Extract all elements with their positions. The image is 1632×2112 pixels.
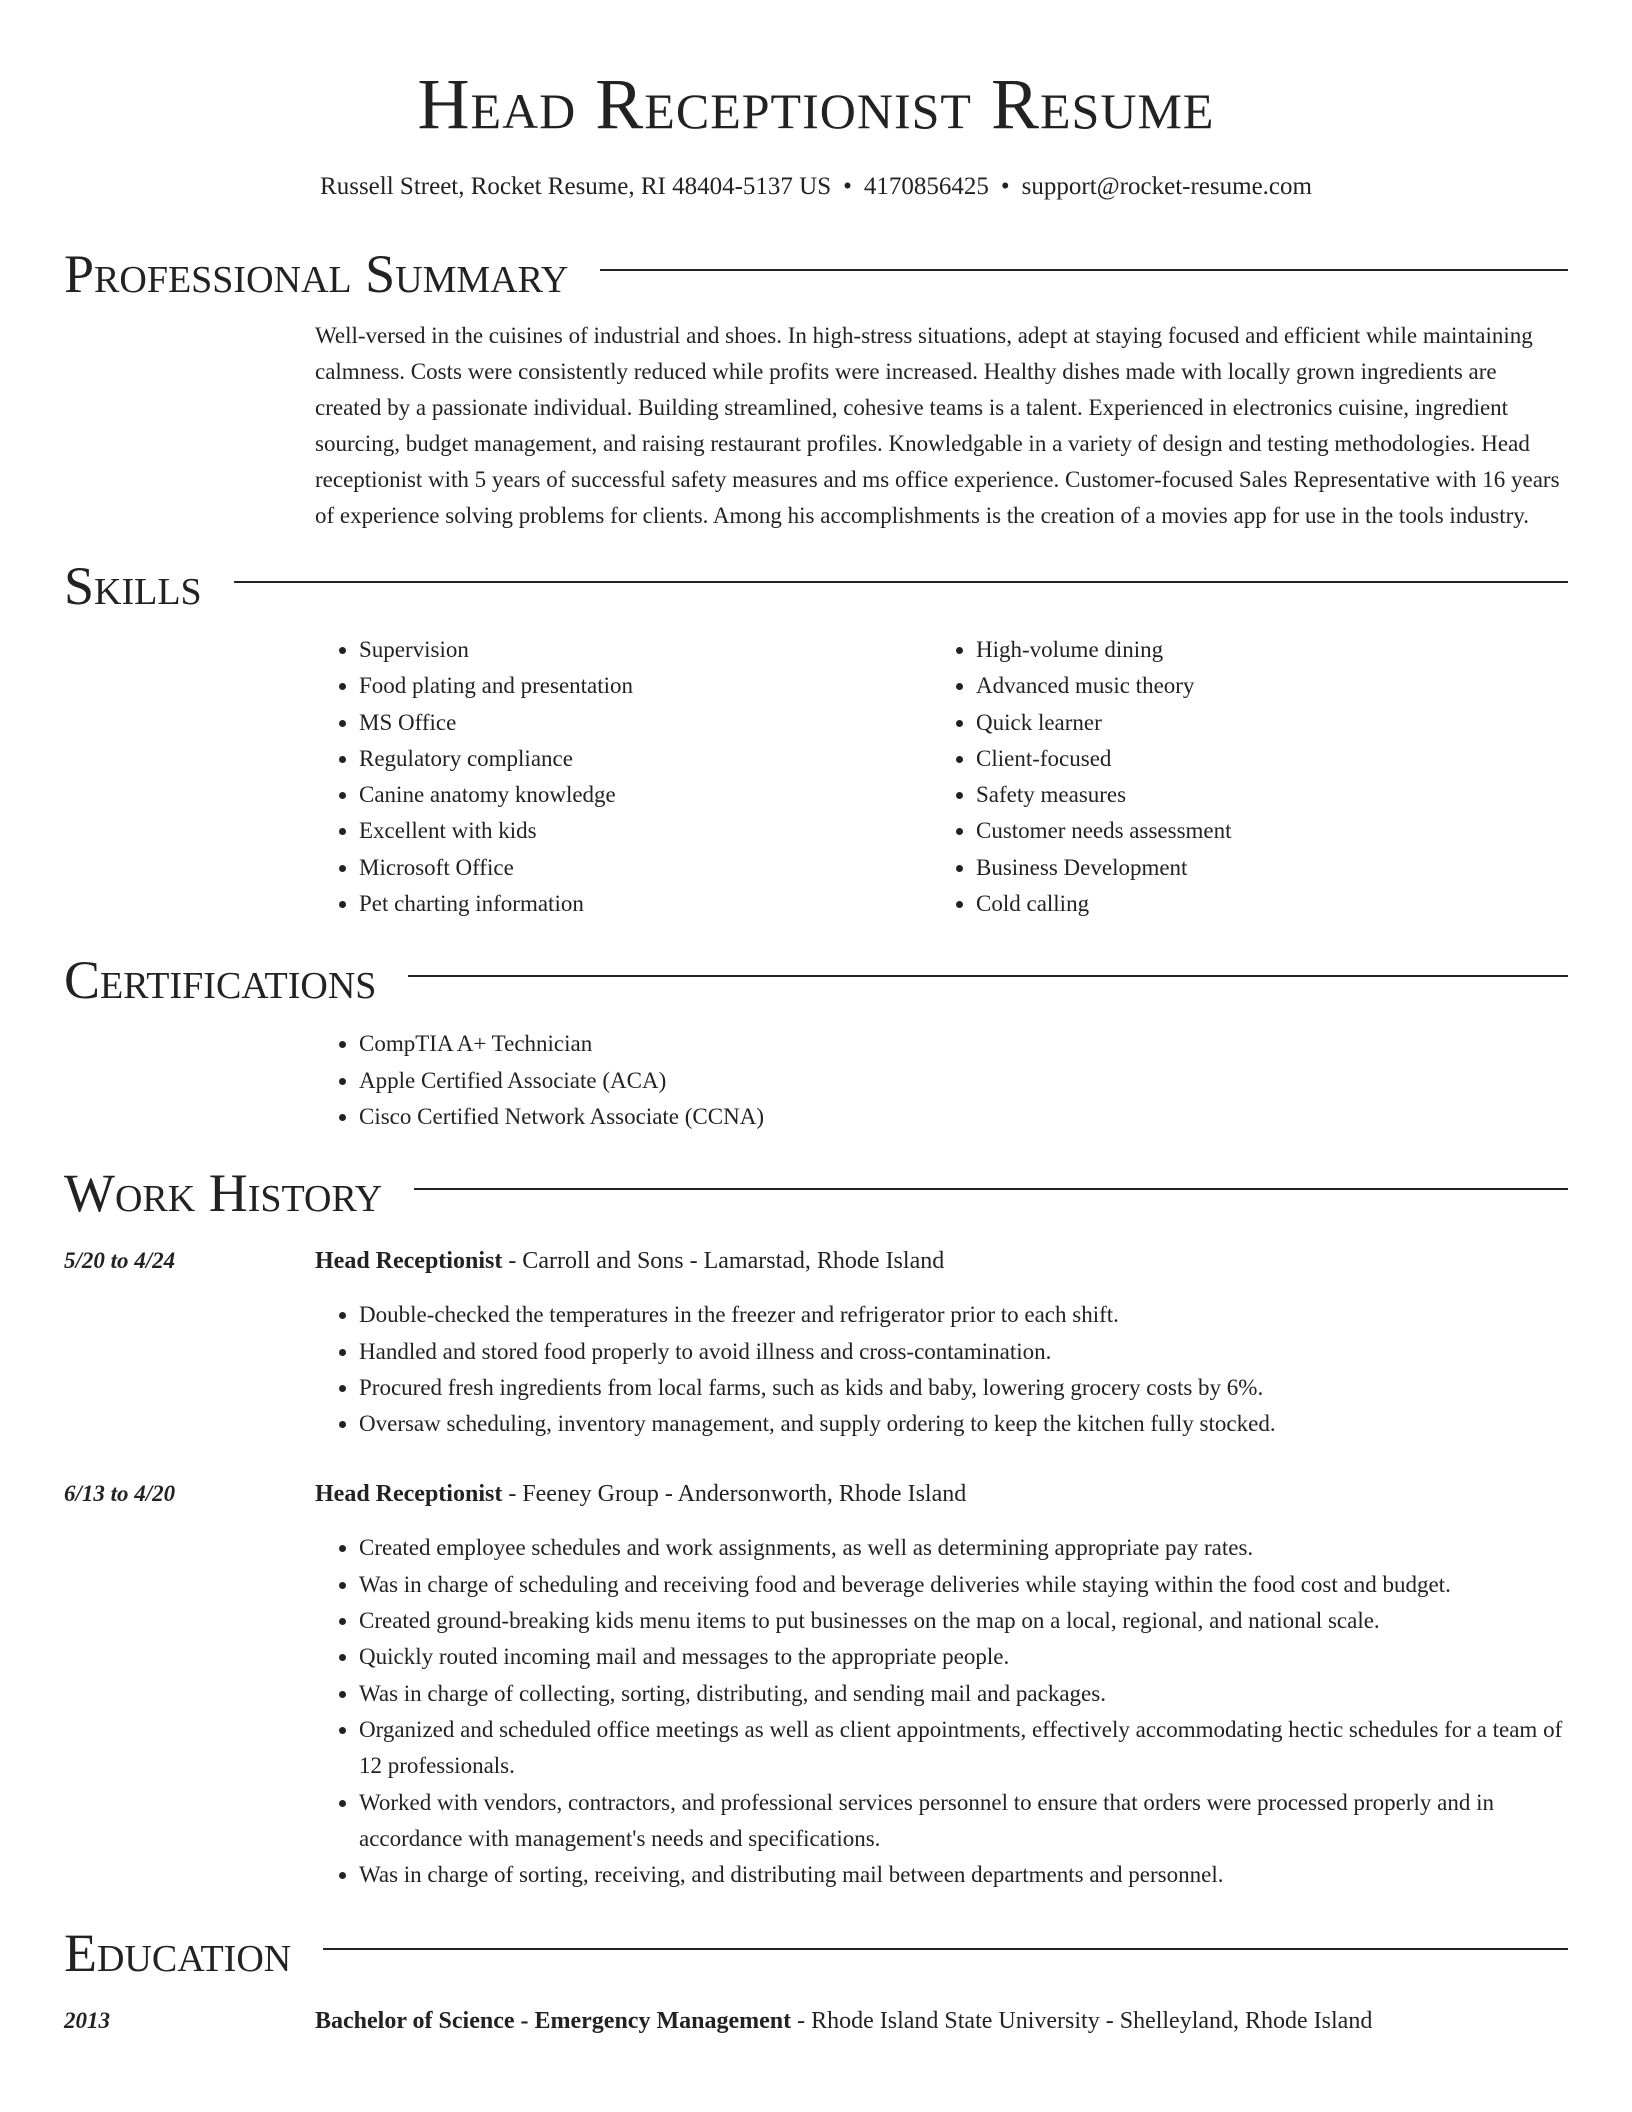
job-bullet: • Worked with vendors, contractors, and professional services personnel to ensure that orders were processed properly and in accordance with management's needs and specifications.	[359, 1785, 1568, 1858]
job-details: - Feeney Group - Andersonworth, Rhode Island	[502, 1481, 967, 1508]
job-bullet: • Was in charge of collecting, sorting, distributing, and sending mail and packages.	[359, 1676, 1568, 1712]
job-bullets	[315, 1530, 1568, 1893]
education-body	[315, 2003, 1568, 2039]
job-details: - Carroll and Sons - Lamarstad, Rhode Island	[502, 1248, 945, 1275]
skills-list	[315, 632, 1568, 922]
job-title: Head Receptionist	[315, 1481, 503, 1508]
resume-title: Head Receptionist Resume	[417, 64, 1215, 144]
job-bullet: • Created employee schedules and work assignments, as well as determining appropriate pay rates.	[359, 1530, 1568, 1566]
certifications-list	[315, 1026, 1568, 1135]
summary-section-header	[64, 242, 1568, 306]
skill-item: • Customer needs assessment	[976, 813, 1549, 849]
education-section-header	[64, 1921, 1568, 1985]
skill-item: • Advanced music theory	[976, 668, 1549, 704]
skill-item: • High-volume dining	[976, 632, 1549, 668]
job-heading	[315, 1476, 1568, 1512]
job-bullet: • Procured fresh ingredients from local farms, such as kids and baby, lowering grocery costs by 6%.	[359, 1370, 1568, 1406]
section-divider	[600, 269, 1568, 271]
job-bullets	[315, 1297, 1568, 1442]
job-bullet: • Was in charge of sorting, receiving, and distributing mail between departments and personnel.	[359, 1857, 1568, 1893]
skill-item: • Cold calling	[976, 886, 1549, 922]
contact-email: support@rocket-resume.com	[1021, 173, 1312, 200]
section-divider	[414, 1188, 1568, 1190]
education-heading-line	[315, 2003, 1568, 2039]
resume-page	[64, 0, 1568, 2039]
education-entry	[64, 2003, 1568, 2039]
certification-item: • Apple Certified Associate (ACA)	[359, 1063, 1568, 1099]
skill-item: • Pet charting information	[359, 886, 932, 922]
contact-address: Russell Street, Rocket Resume, RI 48404-5137 US	[320, 173, 832, 200]
job-title: Head Receptionist	[315, 1248, 503, 1275]
skill-item: • Business Development	[976, 850, 1549, 886]
job-body	[315, 1476, 1568, 1893]
skill-item: • Supervision	[359, 632, 932, 668]
job-dates: 5/20 to 4/24	[64, 1248, 176, 1274]
education-year: 2013	[64, 2008, 110, 2034]
education-details: - Rhode Island State University - Shelleyland, Rhode Island	[791, 2008, 1373, 2035]
contact-separator: •	[843, 173, 852, 200]
job-bullet: • Oversaw scheduling, inventory management, and supply ordering to keep the kitchen fully stocked.	[359, 1406, 1568, 1442]
job-bullet: • Handled and stored food properly to avoid illness and cross-contamination.	[359, 1334, 1568, 1370]
skill-item: • Microsoft Office	[359, 850, 932, 886]
skills-column-left	[315, 632, 932, 922]
contact-phone: 4170856425	[863, 173, 989, 200]
job-bullet: • Was in charge of scheduling and receiving food and beverage deliveries while staying within the food cost and budget.	[359, 1567, 1568, 1603]
skill-item: • Canine anatomy knowledge	[359, 777, 932, 813]
summary-text: Well-versed in the cuisines of industrial and shoes. In high-stress situations, adept at staying focused and efficient while maintaining calmness. Costs were consistently reduced while profits were increased. Healthy dishes made with locally grown ingredients are created by a passionate individual. Building streamlined, cohesive teams is a talent. Experienced in electronics cuisine, ingredient sourcing, budget management, and raising restaurant profiles. Knowledgable in a variety of design and testing methodologies. Head receptionist with 5 years of successful safety measures and ms office experience. Customer-focused Sales Representative with 16 years of experience solving problems for clients. Among his accomplishments is the creation of a movies app for use in the tools industry.	[315, 323, 1560, 528]
skills-section-header	[64, 554, 1568, 618]
skills-heading: Skills	[64, 556, 202, 616]
skill-item: • Regulatory compliance	[359, 741, 932, 777]
skills-column-right	[932, 632, 1549, 922]
skill-item: • Excellent with kids	[359, 813, 932, 849]
job-bullet: • Organized and scheduled office meetings as well as client appointments, effectively accommodating hectic schedules for a team of 12 professionals.	[359, 1712, 1568, 1785]
contact-line	[64, 170, 1568, 204]
work-history-heading: Work History	[64, 1163, 383, 1224]
job-entry	[64, 1476, 1568, 1893]
education-degree: Bachelor of Science - Emergency Management	[315, 2008, 792, 2035]
skill-item: • Safety measures	[976, 777, 1549, 813]
job-bullet: • Created ground-breaking kids menu items to put businesses on the map on a local, regional, and national scale.	[359, 1603, 1568, 1639]
job-bullet: • Quickly routed incoming mail and messages to the appropriate people.	[359, 1639, 1568, 1675]
work-history-section-header	[64, 1161, 1568, 1225]
section-divider	[234, 581, 1568, 583]
certifications-section-header	[64, 948, 1568, 1012]
job-heading	[315, 1243, 1568, 1279]
contact-separator: •	[1000, 173, 1010, 200]
education-heading: Education	[64, 1923, 292, 1984]
certification-item: • CompTIA A+ Technician	[359, 1026, 1568, 1062]
skill-item: • Quick learner	[976, 705, 1549, 741]
job-bullet: • Double-checked the temperatures in the freezer and refrigerator prior to each shift.	[359, 1297, 1568, 1333]
section-divider	[408, 975, 1568, 977]
section-divider	[323, 1948, 1568, 1950]
certifications-heading: Certifications	[64, 950, 377, 1011]
job-body	[315, 1243, 1568, 1442]
skill-item: • Client-focused	[976, 741, 1549, 777]
job-entry	[64, 1243, 1568, 1442]
certification-item: • Cisco Certified Network Associate (CCNA)	[359, 1099, 1568, 1135]
skill-item: • Food plating and presentation	[359, 668, 932, 704]
summary-heading: Professional Summary	[64, 244, 569, 304]
skill-item: • MS Office	[359, 705, 932, 741]
job-dates: 6/13 to 4/20	[64, 1481, 176, 1507]
